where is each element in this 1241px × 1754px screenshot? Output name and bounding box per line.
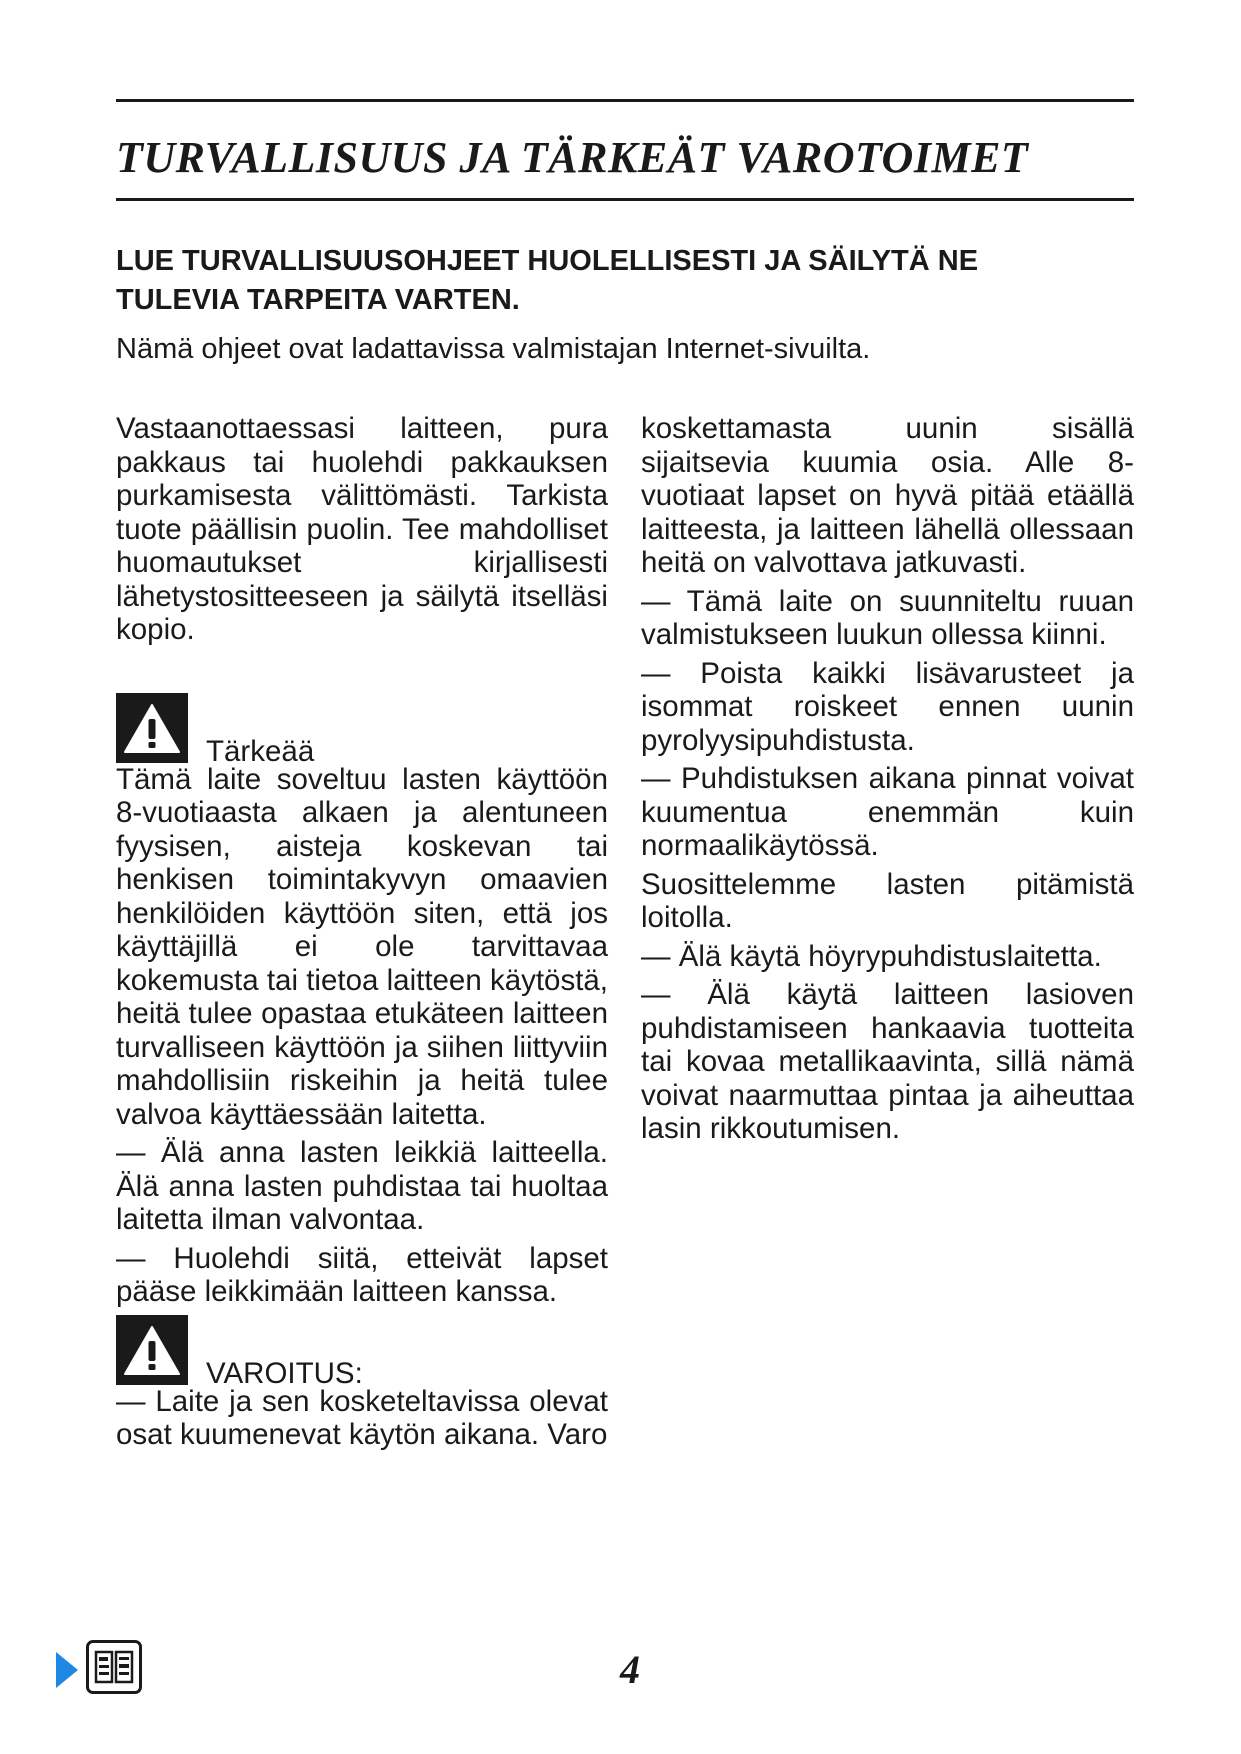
important-label: Tärkeää xyxy=(206,734,315,768)
accessories-paragraph: — Poista kaikki lisävarusteet ja isommat roiskeet ennen uunin pyrolyysipuhdistusta. xyxy=(641,656,1134,757)
play-paragraph: — Älä anna lasten leikkiä laitteella. Älä anna lasten puhdistaa tai huoltaa laitetta ilman valvontaa. xyxy=(116,1136,608,1236)
steam-paragraph: — Älä käytä höyrypuhdistuslaitetta. xyxy=(641,939,1102,973)
warning-triangle-icon xyxy=(116,693,188,763)
page-title: TURVALLISUUS JA TÄRKEÄT VAROTOIMET xyxy=(116,133,1029,182)
warning-triangle-icon xyxy=(116,1315,188,1385)
download-note: Nämä ohjeet ovat ladattavissa valmistajan Internet-sivuilta. xyxy=(116,333,871,365)
warning-heading xyxy=(116,1315,608,1390)
play-arrow-icon[interactable] xyxy=(56,1652,78,1688)
important-paragraph: Tämä laite soveltuu lasten käyttöön 8-vuotiaasta alkaen ja alentuneen fyysisen, aisteja koskevan tai henkisen toimintakyvyn omaavien henkilöiden käyttöön siten, että jos käyttäjillä ei ole tarvittavaa kokemusta tai tietoa laitteen käytöstä, heitä tulee opastaa etukäteen laitteen turvalliseen käyttöön ja siihen liittyviin mahdollisiin riskeihin ja heitä tulee valvoa käyttäessään laitetta. xyxy=(116,762,608,1131)
intro-paragraph: Vastaanottaessasi laitteen, pura pakkaus tai huolehdi pakkauksen purkamisesta välittömästi. Tarkista tuote päällisin puolin. Tee mahdolliset huomautukset kirjallisesti lähetystositteeseen ja säilytä itselläsi kopio. xyxy=(116,412,608,646)
important-heading xyxy=(116,693,608,768)
page-number: 4 xyxy=(620,1647,640,1692)
supervise-paragraph: — Huolehdi siitä, etteivät lapset pääse leikkimään laitteen kanssa. xyxy=(116,1241,608,1308)
book-icon[interactable] xyxy=(86,1640,142,1694)
children-paragraph: Suosittelemme lasten pitämistä loitolla. xyxy=(641,867,1134,934)
warning-label: VAROITUS: xyxy=(206,1356,363,1390)
left-column xyxy=(116,412,608,1452)
top-rule xyxy=(116,99,1134,102)
right-column xyxy=(641,412,1134,1146)
warning-paragraph: — Laite ja sen kosketeltavissa olevat osat kuumenevat käytön aikana. Varo xyxy=(116,1384,608,1451)
surfaces-paragraph: — Puhdistuksen aikana pinnat voivat kuumentua enemmän kuin normaalikäytössä. xyxy=(641,762,1134,862)
lead-heading-line2: TULEVIA TARPEITA VARTEN. xyxy=(116,284,520,316)
continued-paragraph: koskettamasta uunin sisällä sijaitsevia kuumia osia. Alle 8-vuotiaat lapset on hyvä pitää etäällä laitteesta, ja laitteen lähellä ollessaan heitä on valvottava jatkuvasti. xyxy=(641,412,1134,579)
lead-heading-line1: LUE TURVALLISUUSOHJEET HUOLELLISESTI JA SÄILYTÄ NE xyxy=(116,245,979,277)
title-rule xyxy=(116,198,1134,201)
lead-heading xyxy=(116,242,1146,320)
glass-paragraph: — Älä käytä laitteen lasioven puhdistamiseen hankaavia tuotteita tai kovaa metallikaavinta, sillä nämä voivat naarmuttaa pintaa ja aiheuttaa lasin rikkoutumisen. xyxy=(641,978,1134,1145)
door-paragraph: — Tämä laite on suunniteltu ruuan valmistukseen luukun ollessa kiinni. xyxy=(641,584,1134,651)
